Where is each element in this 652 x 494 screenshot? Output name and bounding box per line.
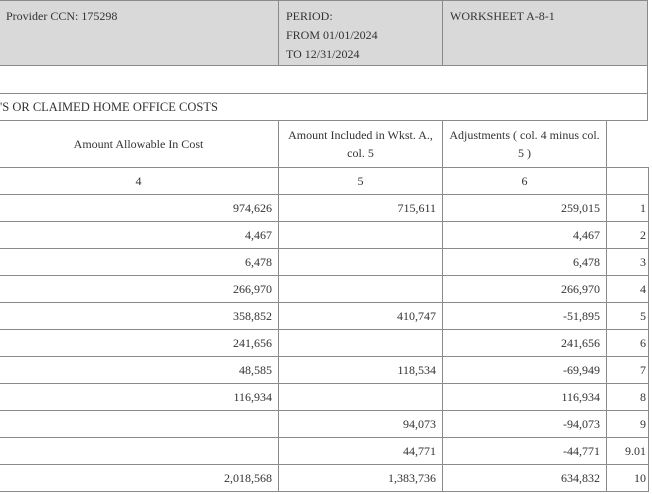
cell-included: 715,611 [279,195,443,222]
cell-line: 3 [607,249,649,276]
cell-allowable: 6,478 [0,249,279,276]
table-row [0,249,649,276]
cell-line: 1 [607,195,649,222]
cell-allowable: 266,970 [0,276,279,303]
cell-line: 8 [607,384,649,411]
cell-included [279,276,443,303]
table-row [0,330,649,357]
col5-number: 5 [279,168,443,195]
cell-allowable: 241,656 [0,330,279,357]
col4-number: 4 [0,168,279,195]
table-row [0,303,649,330]
worksheet-id-cell [442,0,648,66]
cell-line: 4 [607,276,649,303]
cell-included [279,384,443,411]
table-row [0,411,649,438]
table-row [0,195,649,222]
cell-adjustment: -94,073 [443,411,607,438]
cell-included: 44,771 [279,438,443,465]
period-cell [278,0,443,66]
blank-row [0,66,648,94]
table-row [0,357,649,384]
cell-line: 5 [607,303,649,330]
worksheet-id: WORKSHEET A-8-1 [450,9,555,23]
cell-allowable: 4,467 [0,222,279,249]
cell-included: 118,534 [279,357,443,384]
cell-adjustment: 259,015 [443,195,607,222]
col6-number: 6 [443,168,607,195]
provider-ccn: Provider CCN: 175298 [6,9,118,23]
table-row [0,276,649,303]
period-to: TO 12/31/2024 [286,47,360,61]
cell-line: 9 [607,411,649,438]
cell-line: 6 [607,330,649,357]
cell-adjustment: -44,771 [443,438,607,465]
cell-allowable: 2,018,568 [0,465,279,492]
column-number-row [0,168,649,195]
cell-line: 9.01 [607,438,649,465]
col5-header: Amount Included in Wkst. A., col. 5 [279,121,443,168]
cell-included: 1,383,736 [279,465,443,492]
col6-header: Adjustments ( col. 4 minus col. 5 ) [443,121,607,168]
cell-included: 410,747 [279,303,443,330]
cell-adjustment: 266,970 [443,276,607,303]
table-row [0,384,649,411]
cell-allowable: 358,852 [0,303,279,330]
cell-adjustment: 241,656 [443,330,607,357]
cell-allowable: 48,585 [0,357,279,384]
cell-adjustment: 4,467 [443,222,607,249]
col4-header: Amount Allowable In Cost [0,121,279,168]
cell-included [279,249,443,276]
cell-line: 10 [607,465,649,492]
cell-included [279,222,443,249]
cell-adjustment: 634,832 [443,465,607,492]
cell-allowable [0,438,279,465]
table-row [0,465,649,492]
cell-included [279,330,443,357]
line-header-blank [607,121,649,168]
column-header-row [0,121,649,168]
cell-adjustment: 116,934 [443,384,607,411]
cell-allowable: 116,934 [0,384,279,411]
line-number-blank [607,168,649,195]
cell-allowable [0,411,279,438]
cell-included: 94,073 [279,411,443,438]
period-label: PERIOD: [286,9,333,23]
provider-ccn-cell [0,0,279,66]
section-title: 'S OR CLAIMED HOME OFFICE COSTS [0,93,648,121]
table-row [0,438,649,465]
cell-allowable: 974,626 [0,195,279,222]
cell-line: 7 [607,357,649,384]
cell-line: 2 [607,222,649,249]
table-row [0,222,649,249]
period-from: FROM 01/01/2024 [286,28,378,42]
cell-adjustment: -51,895 [443,303,607,330]
cost-table [0,120,649,492]
cell-adjustment: -69,949 [443,357,607,384]
cell-adjustment: 6,478 [443,249,607,276]
